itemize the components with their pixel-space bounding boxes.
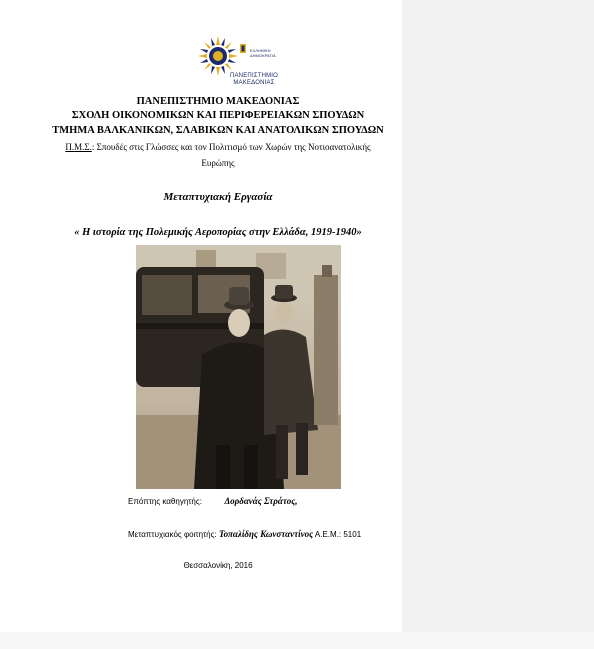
logo-wordmark-line2: ΜΑΚΕΔΟΝΙΑΣ bbox=[233, 80, 275, 86]
thesis-title: « Η ιστορία της Πολεμικής Αεροπορίας στην Ελλάδα, 1919-1940» bbox=[74, 227, 362, 238]
side-panel bbox=[402, 0, 594, 632]
republic-label-line2: ΔΗΜΟΚΡΑΤΙΑ bbox=[250, 53, 276, 58]
logo-wordmark bbox=[222, 73, 286, 87]
historical-photo bbox=[136, 245, 341, 489]
thesis-type: Μεταπτυχιακή Εργασία bbox=[163, 191, 273, 203]
student-aem: Α.Ε.Μ.: 5101 bbox=[314, 530, 362, 539]
student-name: Τοπαλίδης Κωνσταντίνος bbox=[218, 529, 314, 539]
photo-illustration bbox=[136, 245, 341, 489]
student-line bbox=[128, 529, 361, 539]
supervisor-label: Επόπτης καθηγητής: bbox=[128, 497, 202, 506]
program-line-2: Ευρώπης bbox=[201, 158, 235, 168]
program-text: : Σπουδές στις Γλώσσες και τον Πολιτισμό των Χωρών της Νοτιοανατολικής bbox=[91, 142, 371, 152]
department-name: ΤΜΗΜΑ ΒΑΛΚΑΝΙΚΩΝ, ΣΛΑΒΙΚΩΝ ΚΑΙ ΑΝΑΤΟΛΙΚΩΝ ΣΠΟΥΔΩΝ bbox=[52, 125, 384, 136]
supervisor-line bbox=[128, 496, 297, 506]
bottom-strip bbox=[0, 632, 594, 649]
supervisor-name: Δορδανάς Στράτος, bbox=[224, 496, 298, 506]
university-name: ΠΑΝΕΠΙΣΤΗΜΙΟ ΜΑΚΕΔΟΝΙΑΣ bbox=[136, 96, 300, 107]
program-line-1 bbox=[40, 141, 396, 153]
program-prefix: Π.Μ.Σ. bbox=[65, 142, 92, 152]
republic-label bbox=[250, 48, 290, 58]
student-label: Μεταπτυχιακός φοιτητής: bbox=[128, 530, 217, 539]
place-date: Θεσσαλονίκη, 2016 bbox=[183, 561, 253, 570]
republic-label-line1: ΕΛΛΗΝΙΚΗ bbox=[250, 48, 271, 53]
school-name: ΣΧΟΛΗ ΟΙΚΟΝΟΜΙΚΩΝ ΚΑΙ ΠΕΡΙΦΕΡΕΙΑΚΩΝ ΣΠΟΥΔΩΝ bbox=[71, 110, 365, 121]
logo-wordmark-line1: ΠΑΝΕΠΙΣΤΗΜΙΟ bbox=[229, 73, 279, 79]
